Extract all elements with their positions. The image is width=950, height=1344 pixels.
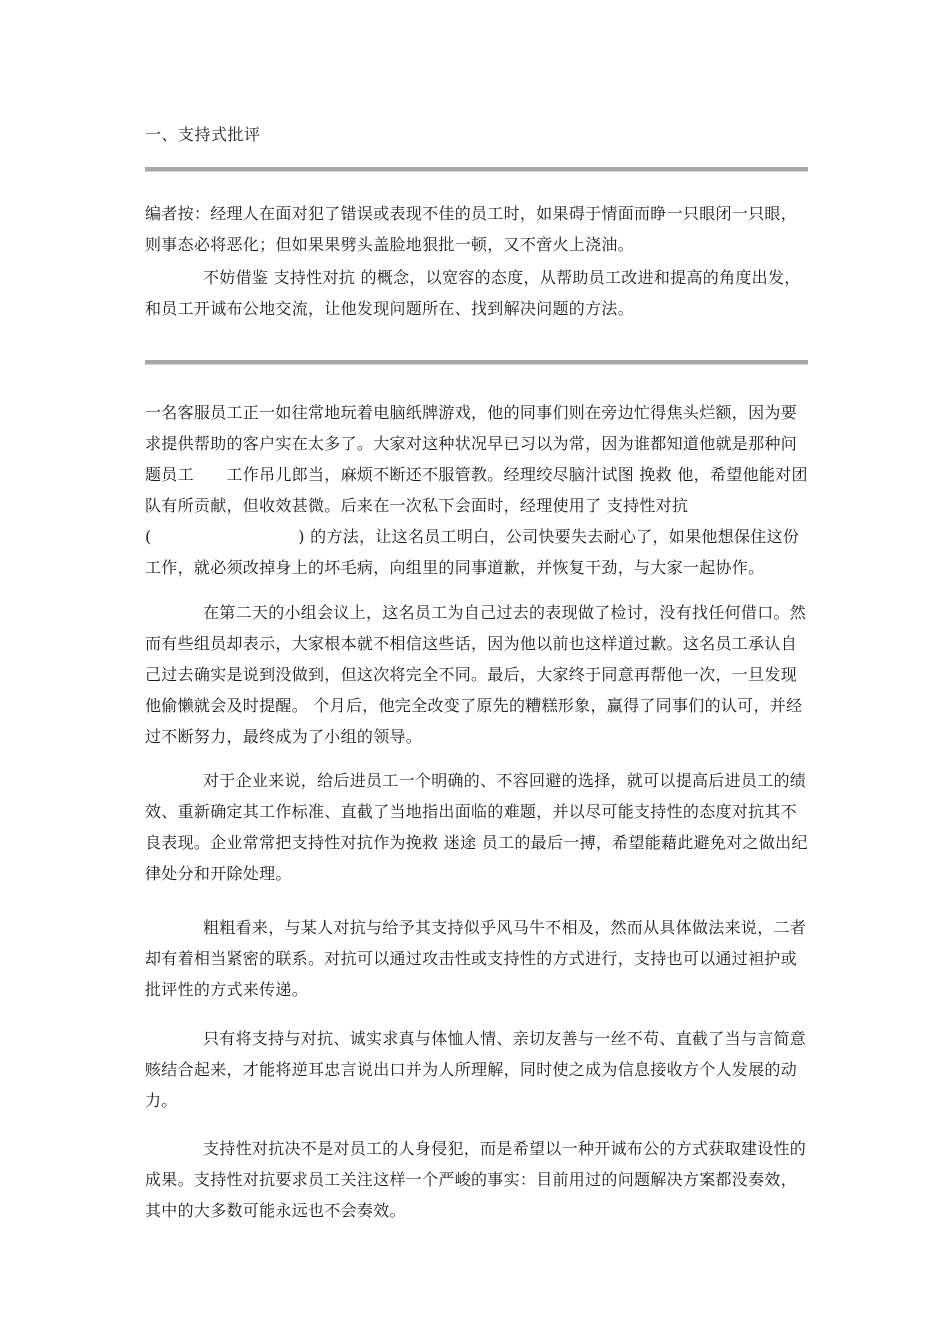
body-paragraph-2: 在第二天的小组会议上，这名员工为自己过去的表现做了检讨，没有找任何借口。然而有些组员却表示，大家根本就不相信这些话，因为他以前也这样道过歉。这名员工承认自己过去确实是说到没做到，但这次将完全不同。最后，大家终于同意再帮他一次，一旦发现他偷懒就会及时提醒。 个月后，他完全改变了原先的糟糕形象，赢得了同事们的认可，并经过不断努力，最终成为了小组的领导。 — [145, 603, 807, 746]
editor-note: 编者按：经理人在面对犯了错误或表现不佳的员工时，如果碍于情面而睁一只眼闭一只眼，则事态必将恶化；但如果果劈头盖脸地狠批一顿，又不啻火上浇油。 — [145, 204, 798, 254]
body-paragraph-5: 只有将支持与对抗、诚实求真与体恤人情、亲切友善与一丝不苟、直截了当与言简意赅结合起来，才能将逆耳忠言说出口并为人所理解，同时使之成为信息接收方个人发展的动力。 — [145, 1029, 807, 1110]
body-paragraph-4: 粗粗看来，与某人对抗与给予其支持似乎风马牛不相及，然而从具体做法来说，二者却有着相当紧密的联系。对抗可以通过攻击性或支持性的方式进行，支持也可以通过袒护或批评性的方式来传递。 — [145, 918, 807, 999]
intro-paragraph: 不妨借鉴 支持性对抗 的概念，以宽容的态度，从帮助员工改进和提高的角度出发，和员工开诚布公地交流，让他发现问题所在、找到解决问题的方法。 — [145, 268, 801, 318]
body-paragraph-1: 一名客服员工正一如往常地玩着电脑纸牌游戏，他的同事们则在旁边忙得焦头烂额，因为要求提供帮助的客户实在太多了。大家对这种状况早已习以为常，因为谁都知道他就是那种问题员工 工作吊儿郎当，麻烦不断还不服管教。经理绞尽脑汁试图 挽救 他，希望他能对团队有所贡献，但收效甚微。后来在一次私下会面时，经理使用了 支持性对抗( ) 的方法，让这名员工明白，公司快要失去耐心了，如果他想保住这份工作，就必须改掉身上的坏毛病，向组里的同事道歉，并恢复干劲，与大家一起协作。 — [145, 403, 808, 577]
body-paragraph-3: 对于企业来说，给后进员工一个明确的、不容回避的选择，就可以提高后进员工的绩效、重新确定其工作标准、直截了当地指出面临的难题，并以尽可能支持性的态度对抗其不良表现。企业常常把支持性对抗作为挽救 迷途 员工的最后一搏，希望能藉此避免对之做出纪律处分和开除处理。 — [145, 771, 808, 883]
bottom-divider — [145, 360, 808, 365]
body-paragraph-6: 支持性对抗决不是对员工的人身侵犯，而是希望以一种开诚布公的方式获取建设性的成果。支持性对抗要求员工关注这样一个严峻的事实：目前用过的问题解决方案都没奏效，其中的大多数可能永远也不会奏效。 — [145, 1139, 807, 1220]
section-heading: 一、支持式批评 — [145, 125, 261, 144]
top-divider — [145, 167, 808, 172]
